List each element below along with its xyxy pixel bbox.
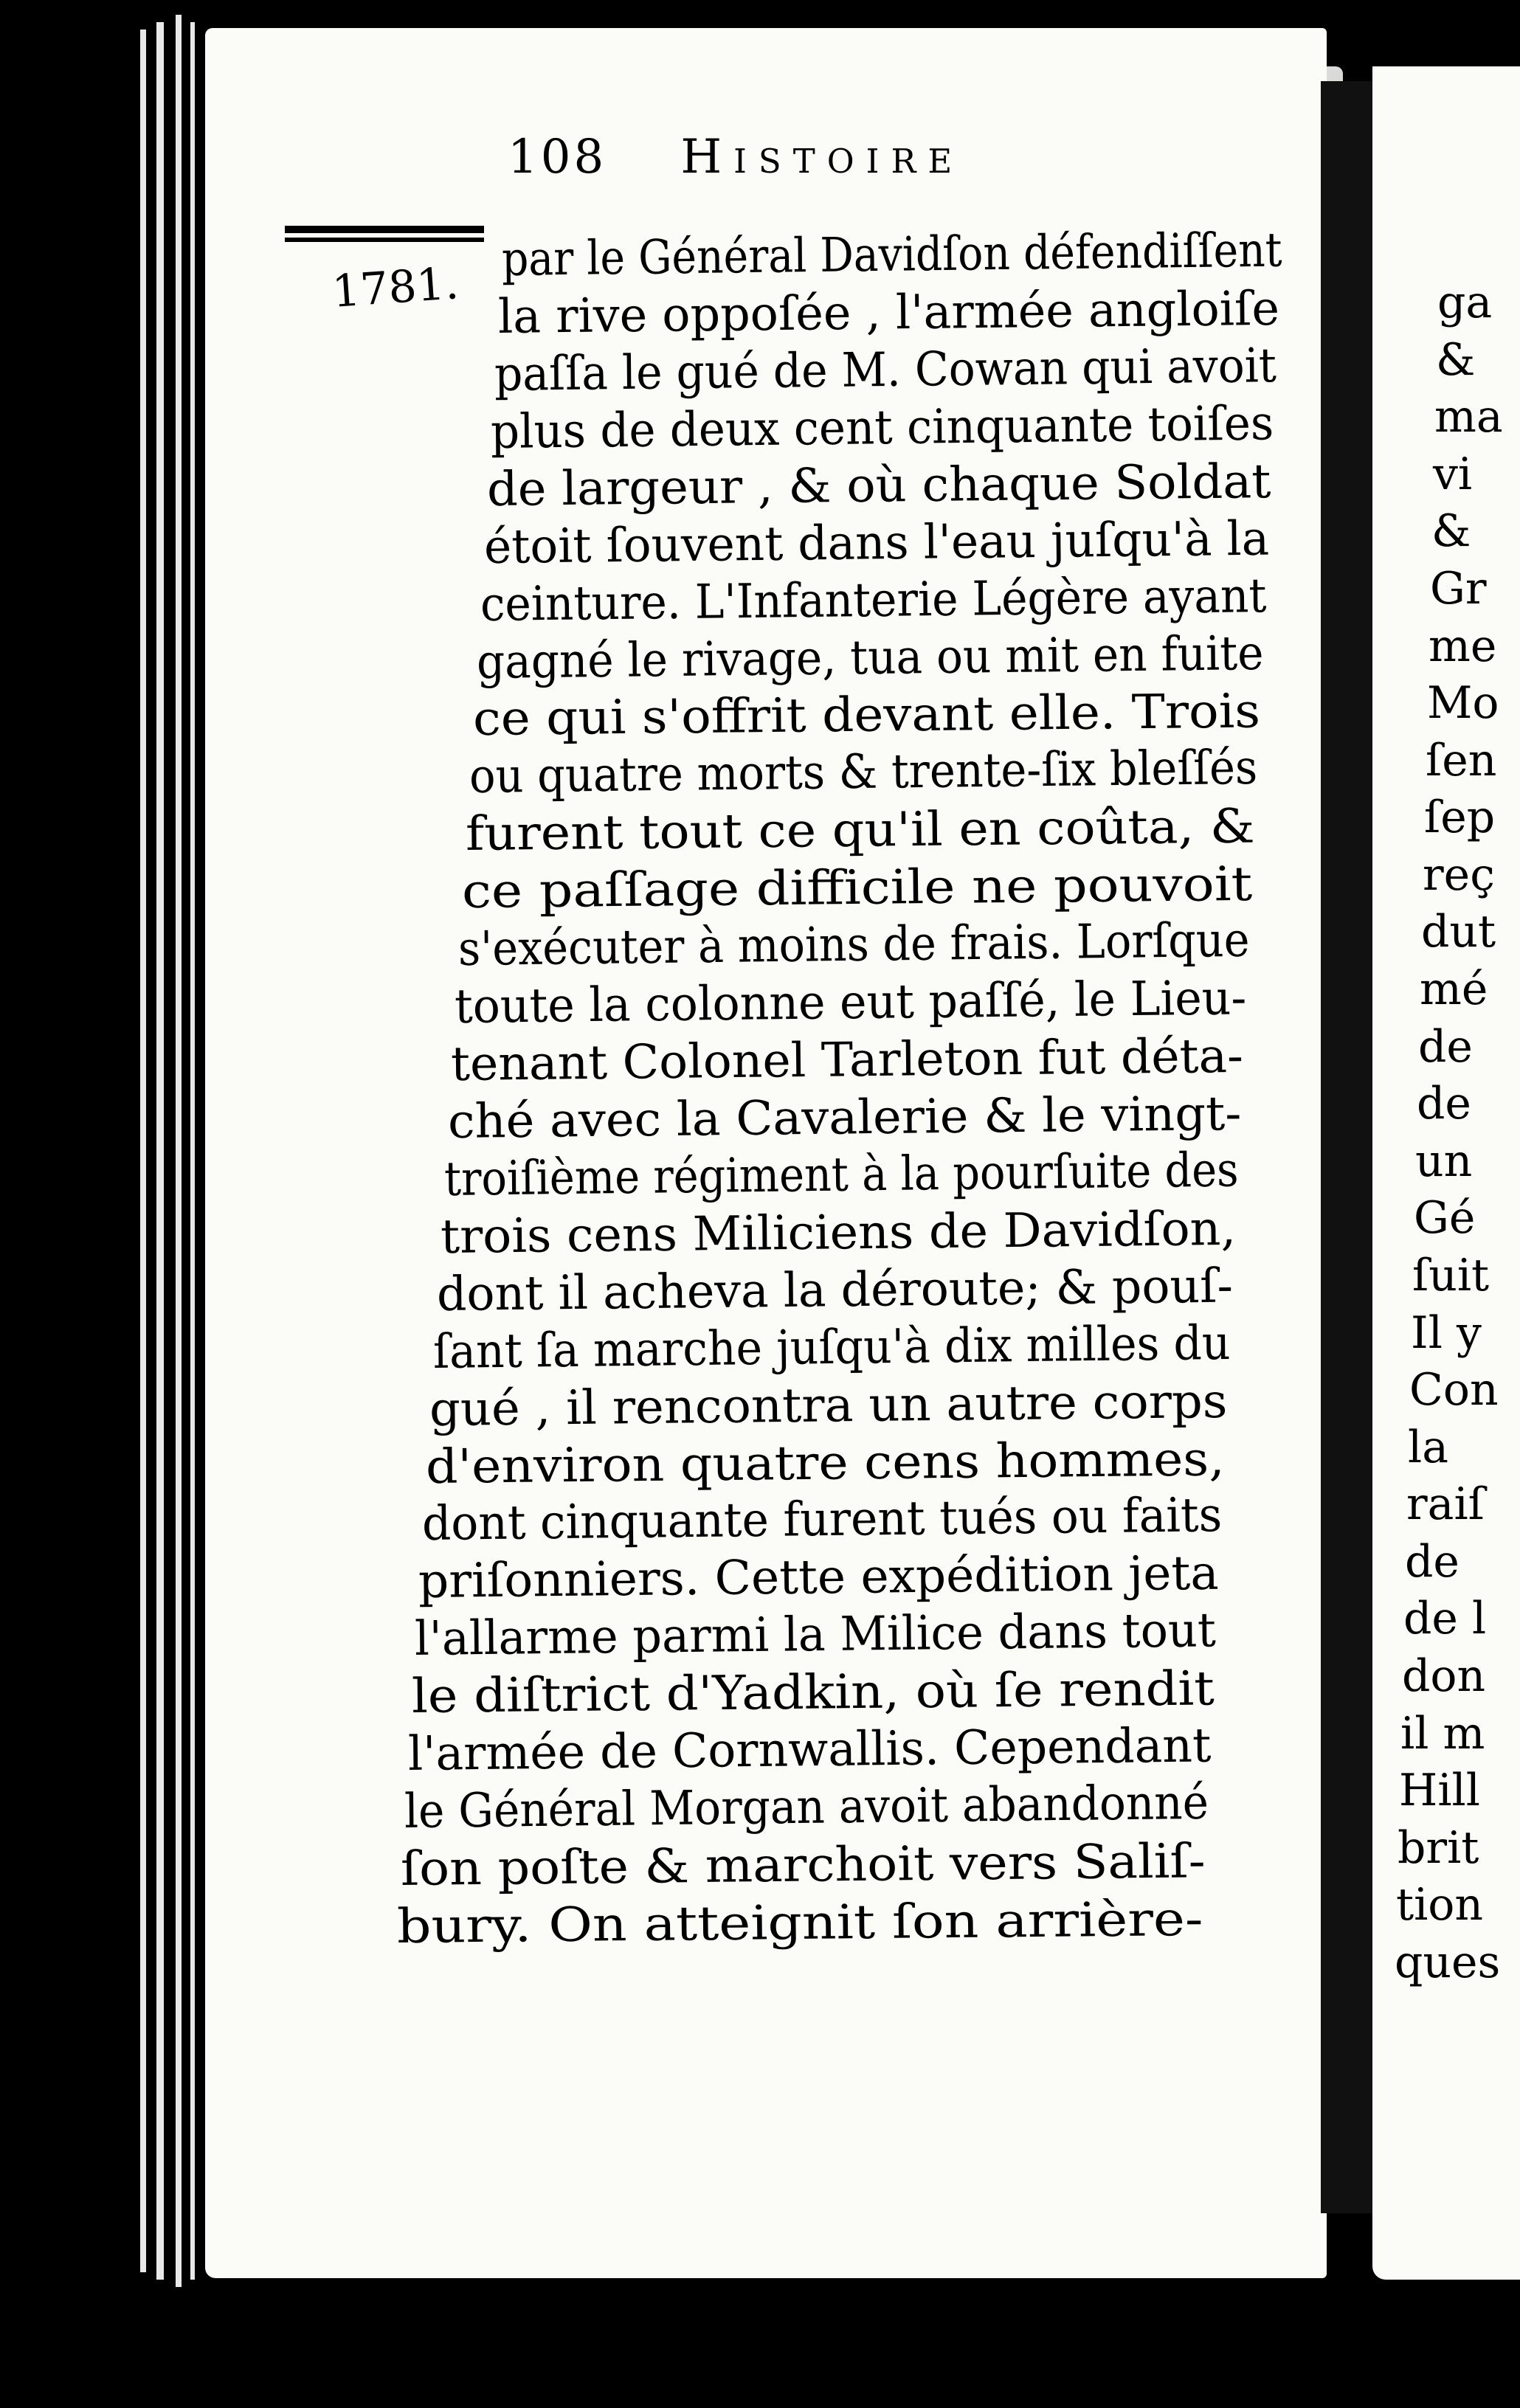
margin-year: 1781. — [330, 257, 461, 318]
facing-text-fragment: Gé — [1414, 1192, 1476, 1245]
facing-text-fragment: ques — [1395, 1937, 1501, 1988]
text-line: furent tout ce qu'il en coûta, & — [465, 799, 1255, 862]
text-line: l'allarme parmi la Milice dans tout — [415, 1603, 1217, 1667]
text-line: ſon poſte & marchoit vers Saliſ- — [400, 1834, 1206, 1897]
facing-text-fragment: de l — [1403, 1593, 1487, 1645]
running-head — [508, 130, 964, 184]
text-line: d'environ quatre cens hommes, — [425, 1431, 1226, 1495]
text-line: priſonniers. Cette expédition jeta — [418, 1546, 1220, 1610]
facing-text-fragment: tion — [1396, 1879, 1484, 1931]
text-line: paſſa le gué de M. Cowan qui avoit — [494, 338, 1277, 402]
facing-text-fragment: raiſ — [1406, 1478, 1485, 1531]
text-line: le diſtrict d'Yadkin, où ſe rendit — [411, 1661, 1215, 1725]
facing-text-fragment: mé — [1420, 963, 1488, 1016]
facing-text-fragment: ma — [1434, 391, 1503, 443]
text-line: dont cinquante furent tués ou faits — [421, 1488, 1223, 1552]
text-line: troiſième régiment à la pourſuite des — [443, 1143, 1239, 1207]
facing-text-fragment: il m — [1400, 1707, 1485, 1760]
facing-text-fragment: dut — [1421, 906, 1496, 958]
facing-text-fragment: de — [1418, 1020, 1473, 1073]
facing-text-fragment: Il y — [1411, 1307, 1482, 1359]
facing-text-fragment: me — [1429, 620, 1497, 672]
text-line: étoit ſouvent dans l'eau juſqu'à la — [483, 511, 1269, 575]
text-line: ou quatre morts & trente-ſix bleſſés — [469, 741, 1258, 805]
page-number: 108 — [508, 130, 607, 184]
book-edge-stripe — [156, 22, 164, 2280]
text-line: ce qui s'offrit devant elle. Trois — [472, 684, 1261, 747]
facing-text-fragment: Mo — [1427, 677, 1499, 730]
facing-text-fragment: & — [1431, 505, 1471, 558]
facing-text-fragment: Con — [1409, 1364, 1499, 1416]
facing-text-fragment: de — [1405, 1535, 1459, 1588]
running-title: Histoire — [680, 130, 964, 184]
text-line: gagné le rivage, tua ou mit en fuite — [476, 626, 1264, 690]
facing-text-fragment: ſep — [1424, 792, 1496, 844]
text-line: l'armée de Cornwallis. Cependant — [407, 1718, 1212, 1782]
book-edge-stripe — [176, 15, 182, 2287]
facing-text-fragment: don — [1402, 1650, 1486, 1703]
text-line: la rive oppoſée , l'armée angloiſe — [497, 281, 1280, 345]
text-line: trois cens Miliciens de Davidſon, — [440, 1201, 1237, 1264]
text-line: de largeur , & où chaque Soldat — [487, 454, 1272, 517]
facing-text-fragment: Hill — [1399, 1765, 1480, 1817]
text-line: plus de deux cent cinquante toiſes — [490, 396, 1274, 460]
text-line: dont il acheva la déroute; & pouſ- — [436, 1259, 1234, 1322]
facing-text-fragment: ga — [1437, 277, 1493, 328]
book-gutter — [1321, 81, 1377, 2213]
text-line: ce paſſage difficile ne pouvoit — [461, 857, 1253, 920]
text-line: ſant ſa marche juſqu'à dix milles du — [432, 1315, 1231, 1380]
text-line: le Général Morgan avoit abandonné — [404, 1775, 1209, 1840]
facing-text-fragment: brit — [1398, 1821, 1479, 1874]
text-line: tenant Colonel Tarleton fut déta- — [451, 1028, 1244, 1093]
margin-rule — [285, 238, 484, 242]
facing-text-fragment: reç — [1423, 848, 1495, 901]
facing-text-fragment: & — [1436, 333, 1476, 386]
book-edge-stripe — [190, 22, 195, 2280]
margin-rule — [285, 226, 484, 233]
text-line: bury. On atteignit ſon arrière- — [396, 1892, 1203, 1954]
scan-corner — [1402, 30, 1479, 59]
text-line: toute la colonne eut paſſé, le Lieu- — [454, 971, 1247, 1035]
text-line: ché avec la Cavalerie & le vingt- — [447, 1086, 1242, 1149]
facing-text-fragment: ſuit — [1412, 1249, 1490, 1301]
text-line: gué , il rencontra un autre corps — [429, 1374, 1228, 1437]
facing-text-fragment: Gr — [1430, 562, 1487, 615]
facing-text-fragment: vi — [1433, 448, 1473, 500]
facing-text-fragment: de — [1417, 1078, 1471, 1130]
text-line: par le Général Davidſon défendiſſent — [501, 223, 1282, 287]
facing-text-fragment: un — [1415, 1135, 1473, 1187]
facing-text-fragment: ſen — [1426, 734, 1497, 786]
text-line: ceinture. L'Infanterie Légère ayant — [480, 568, 1267, 632]
book-edge-stripe — [140, 30, 146, 2272]
facing-text-fragment: la — [1408, 1421, 1448, 1473]
text-line: s'exécuter à moins de frais. Lorſque — [457, 913, 1251, 978]
